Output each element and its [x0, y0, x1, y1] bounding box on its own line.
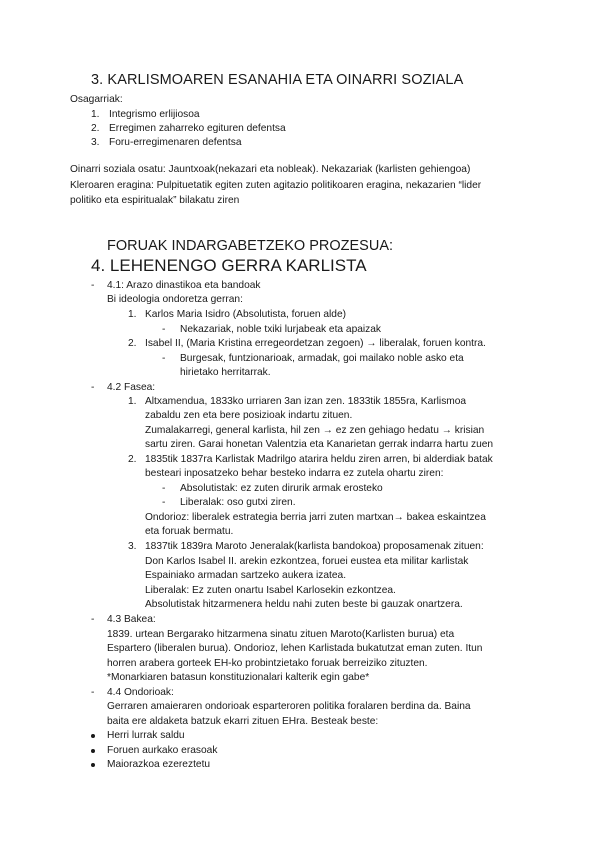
sub-dash-bullet: - [162, 324, 166, 335]
paragraph-line: Espainiako armadan sartzeko aukera izatea. [145, 570, 347, 581]
subsection-4-2-title: 4.2 Fasea: [107, 382, 156, 393]
list-number: 2. [128, 454, 137, 465]
bullet-dot-icon [91, 763, 95, 767]
clergy-text: Kleroaren eragina: Pulpituetatik egiten zuten agitazio politikoaren eragina, nekazarien “lider [70, 180, 482, 191]
paragraph-line: horren arabera gorteek EH-ko probintzietako foruak berreiziko zituzten. [107, 658, 428, 669]
bullet-dot-icon [91, 749, 95, 753]
list-number: 1. [128, 309, 137, 320]
subsection-4-3-title: 4.3 Bakea: [107, 614, 156, 625]
subsection-4-4-title: 4.4 Ondorioak: [107, 687, 174, 698]
list-item: Integrismo erlijiosoa [109, 109, 200, 120]
dash-bullet: - [91, 382, 95, 393]
sub-item-cont: hirietako herritarrak. [180, 367, 271, 378]
dash-bullet: - [91, 687, 95, 698]
paragraph-line: sartu ziren. Garai honetan Valentzia eta Kanarietan gerrak indarra hartu zuen [145, 439, 494, 450]
paragraph-line: zabaldu zen eta bere posizioak indartu zituen. [145, 410, 353, 421]
paragraph-line: Espartero (liberalen burua). Ondorioz, lehen Karlistada bukatutzat eman zuten. Itun [107, 643, 483, 654]
bullet-item: Foruen aurkako erasoak [107, 745, 218, 756]
subsection-4-1-title: 4.1: Arazo dinastikoa eta bandoak [107, 280, 261, 291]
sub-dash-bullet: - [162, 497, 166, 508]
paragraph-line: Liberalak: Ez zuten onartu Isabel Karlosekin ezkontzea. [145, 585, 396, 596]
paragraph-line: Altxamendua, 1833ko urriaren 3an izan zen. 1833tik 1855ra, Karlismoa [145, 396, 467, 407]
list-number: 3. [128, 541, 137, 552]
section4-heading: 4. LEHENENGO GERRA KARLISTA [91, 256, 367, 275]
dash-bullet: - [91, 280, 95, 291]
list-number: 1. [91, 109, 100, 120]
section3-heading: 3. KARLISMOAREN ESANAHIA ETA OINARRI SOZIALA [91, 72, 464, 88]
clergy-text-cont: politiko eta espiritualak” bilakatu ziren [70, 195, 240, 206]
sub-item: Absolutistak: ez zuten dirurik armak erosteko [180, 483, 383, 494]
list-item: Erregimen zaharreko egituren defentsa [109, 123, 286, 134]
paragraph-line: 1837tik 1839ra Maroto Jeneralak(karlista bandokoa) proposamenak zituen: [145, 541, 484, 552]
dash-bullet: - [91, 614, 95, 625]
paragraph-line: Ondorioz: liberalek estrategia berria jarri zuten martxan→ bakea eskaintzea [145, 512, 486, 523]
paragraph-line: 1839. urtean Bergarako hitzarmena sinatu zituen Maroto(Karlisten burua) eta [107, 629, 455, 640]
bullet-dot-icon [91, 734, 95, 738]
sub-item: Nekazariak, noble txiki lurjabeak eta apaizak [180, 324, 382, 335]
paragraph-line: 1835tik 1837ra Karlistak Madrilgo atarira heldu ziren arren, bi alderdiak batak [145, 454, 493, 465]
paragraph-line: Don Karlos Isabel II. arekin ezkontzea, foruei eustea eta militar karlistak [145, 556, 469, 567]
list-number: 3. [91, 137, 100, 148]
components-label: Osagarriak: [70, 94, 123, 105]
list-item: Isabel II, (Maria Kristina erregeordetzan zegoen) → liberalak, foruen kontra. [145, 338, 486, 349]
paragraph-line: Zumalakarregi, general karlista, hil zen → ez zen gehiago hedatu → krisian [145, 425, 485, 436]
sub-dash-bullet: - [162, 353, 166, 364]
list-item: Karlos Maria Isidro (Absolutista, foruen alde) [145, 309, 347, 320]
paragraph-line: Absolutistak hitzarmenera heldu nahi zuten beste bi gauzak onartzera. [145, 599, 463, 610]
list-number: 2. [91, 123, 100, 134]
sub-dash-bullet: - [162, 483, 166, 494]
bullet-item: Maiorazkoa ezereztetu [107, 759, 211, 770]
bullet-item: Herri lurrak saldu [107, 730, 185, 741]
social-base-text: Oinarri soziala osatu: Jauntxoak(nekazari eta nobleak). Nekazariak (karlisten gehiengoa) [70, 164, 471, 175]
section4-subtitle: FORUAK INDARGABETZEKO PROZESUA: [107, 238, 394, 254]
list-number: 1. [128, 396, 137, 407]
subsection-4-1-intro: Bi ideologia ondoretza gerran: [107, 294, 243, 305]
paragraph-line: besteari inposatzeko behar besteko indarra ez zutela ohartu ziren: [145, 468, 444, 479]
paragraph-line: baita ere aldaketa batzuk ekarri zituen EHra. Besteak beste: [107, 716, 379, 727]
list-number: 2. [128, 338, 137, 349]
sub-item: Liberalak: oso gutxi ziren. [180, 497, 296, 508]
paragraph-line: Gerraren amaieraren ondorioak esparteroren politika foralaren berdina da. Baina [107, 701, 471, 712]
paragraph-line: *Monarkiaren batasun konstituzionalari kalterik egin gabe* [107, 672, 370, 683]
list-item: Foru-erregimenaren defentsa [109, 137, 242, 148]
sub-item: Burgesak, funtzionarioak, armadak, goi mailako noble asko eta [180, 353, 464, 364]
paragraph-line: eta foruak bermatu. [145, 526, 234, 537]
